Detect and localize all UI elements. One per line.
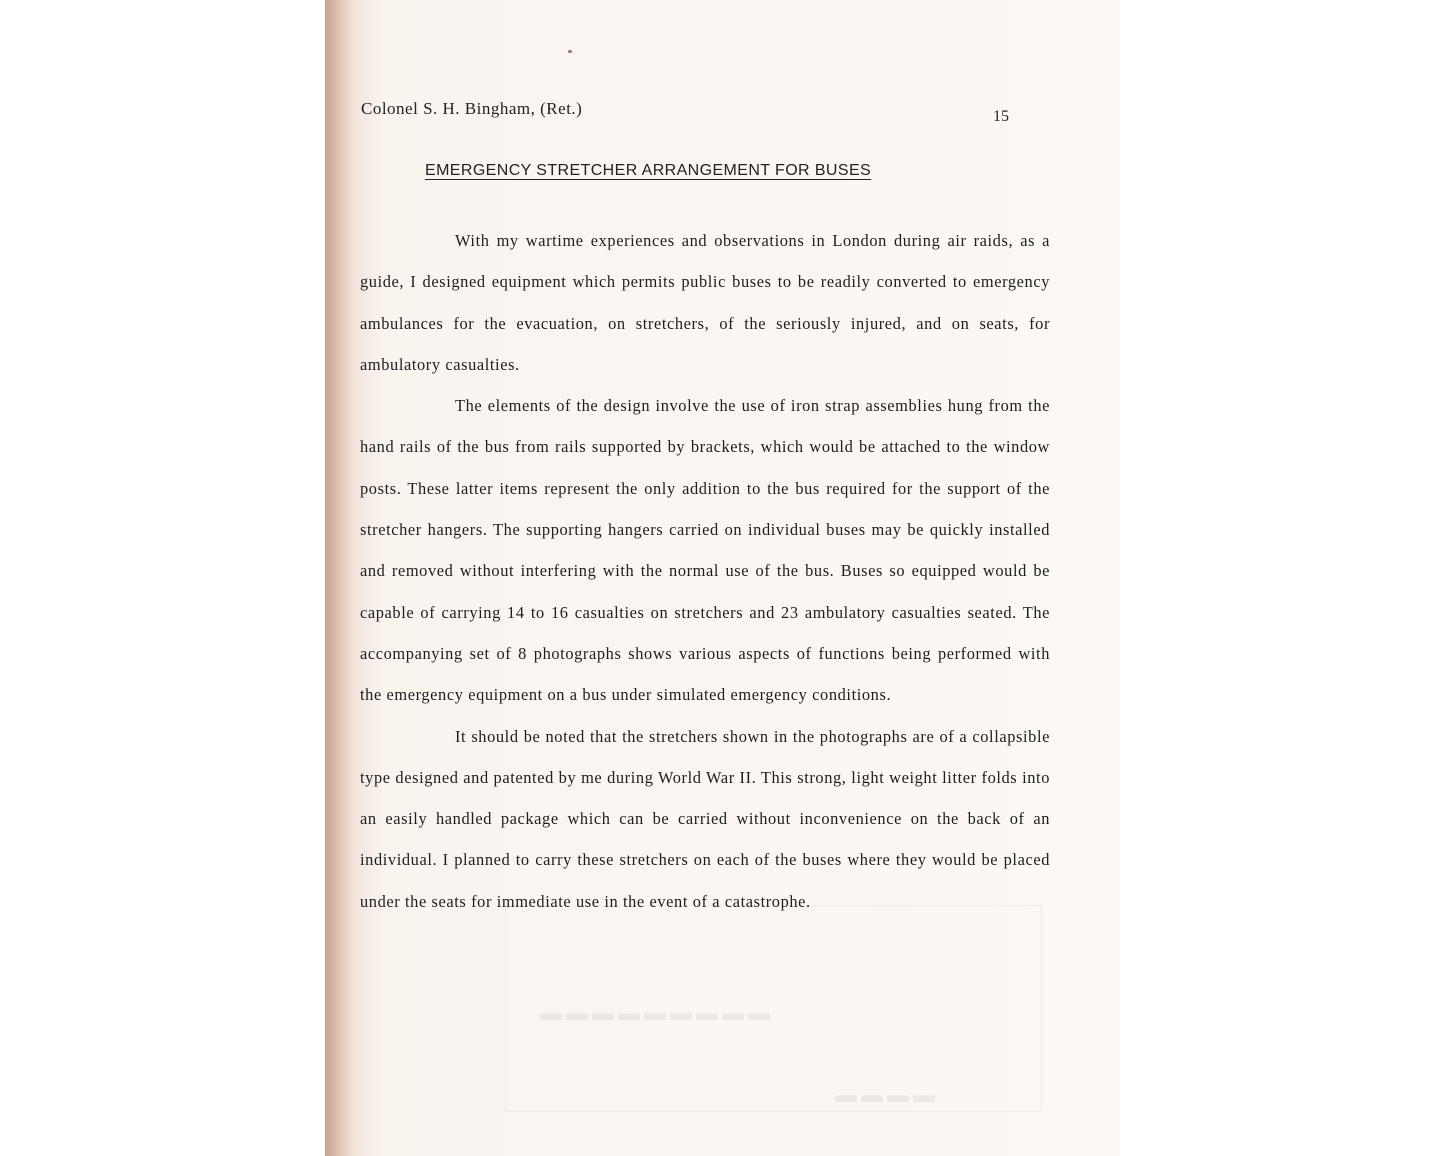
paragraph: It should be noted that the stretchers shown in the photographs are of a collapsible type designed and patented by me during World War II. This strong, light weight litter folds into an easily handled package which can be carried without inconvenience on the back of an individual. I planned to carry these stretchers on each of the buses where they would be placed under the seats for immediate use in the event of a catastrophe. [360,726,1050,911]
body-text [360,220,1050,922]
page-number: 15 [993,108,1009,125]
document-title: EMERGENCY STRETCHER ARRANGEMENT FOR BUSES [425,162,872,179]
bleed-through-mark: ▬▬▬▬▬▬▬▬▬ [540,1000,774,1025]
document-page [325,0,1120,1156]
paragraph: The elements of the design involve the use of iron strap assemblies hung from the hand rails of the bus from rails supported by brackets, which would be attached to the window posts. These latter items represent the only addition to the bus required for the support of the stretcher hangers. The supporting hangers carried on individual buses may be quickly installed and removed without interfering with the normal use of the bus. Buses so equipped would be capable of carrying 14 to 16 casualties on stretchers and 23 ambulatory casualties seated. The accompanying set of 8 photographs shows various aspects of functions being performed with the emergency equipment on a bus under simulated emergency conditions. [360,396,1050,705]
bleed-through-mark: ▬▬▬▬ [835,1082,939,1107]
author-header: Colonel S. H. Bingham, (Ret.) [361,99,583,118]
paragraph: With my wartime experiences and observations in London during air raids, as a guide, I designed equipment which permits public buses to be readily converted to emergency ambulances for the evacuation, on stretchers, of the seriously injured, and on seats, for ambulatory casualties. [360,231,1050,374]
